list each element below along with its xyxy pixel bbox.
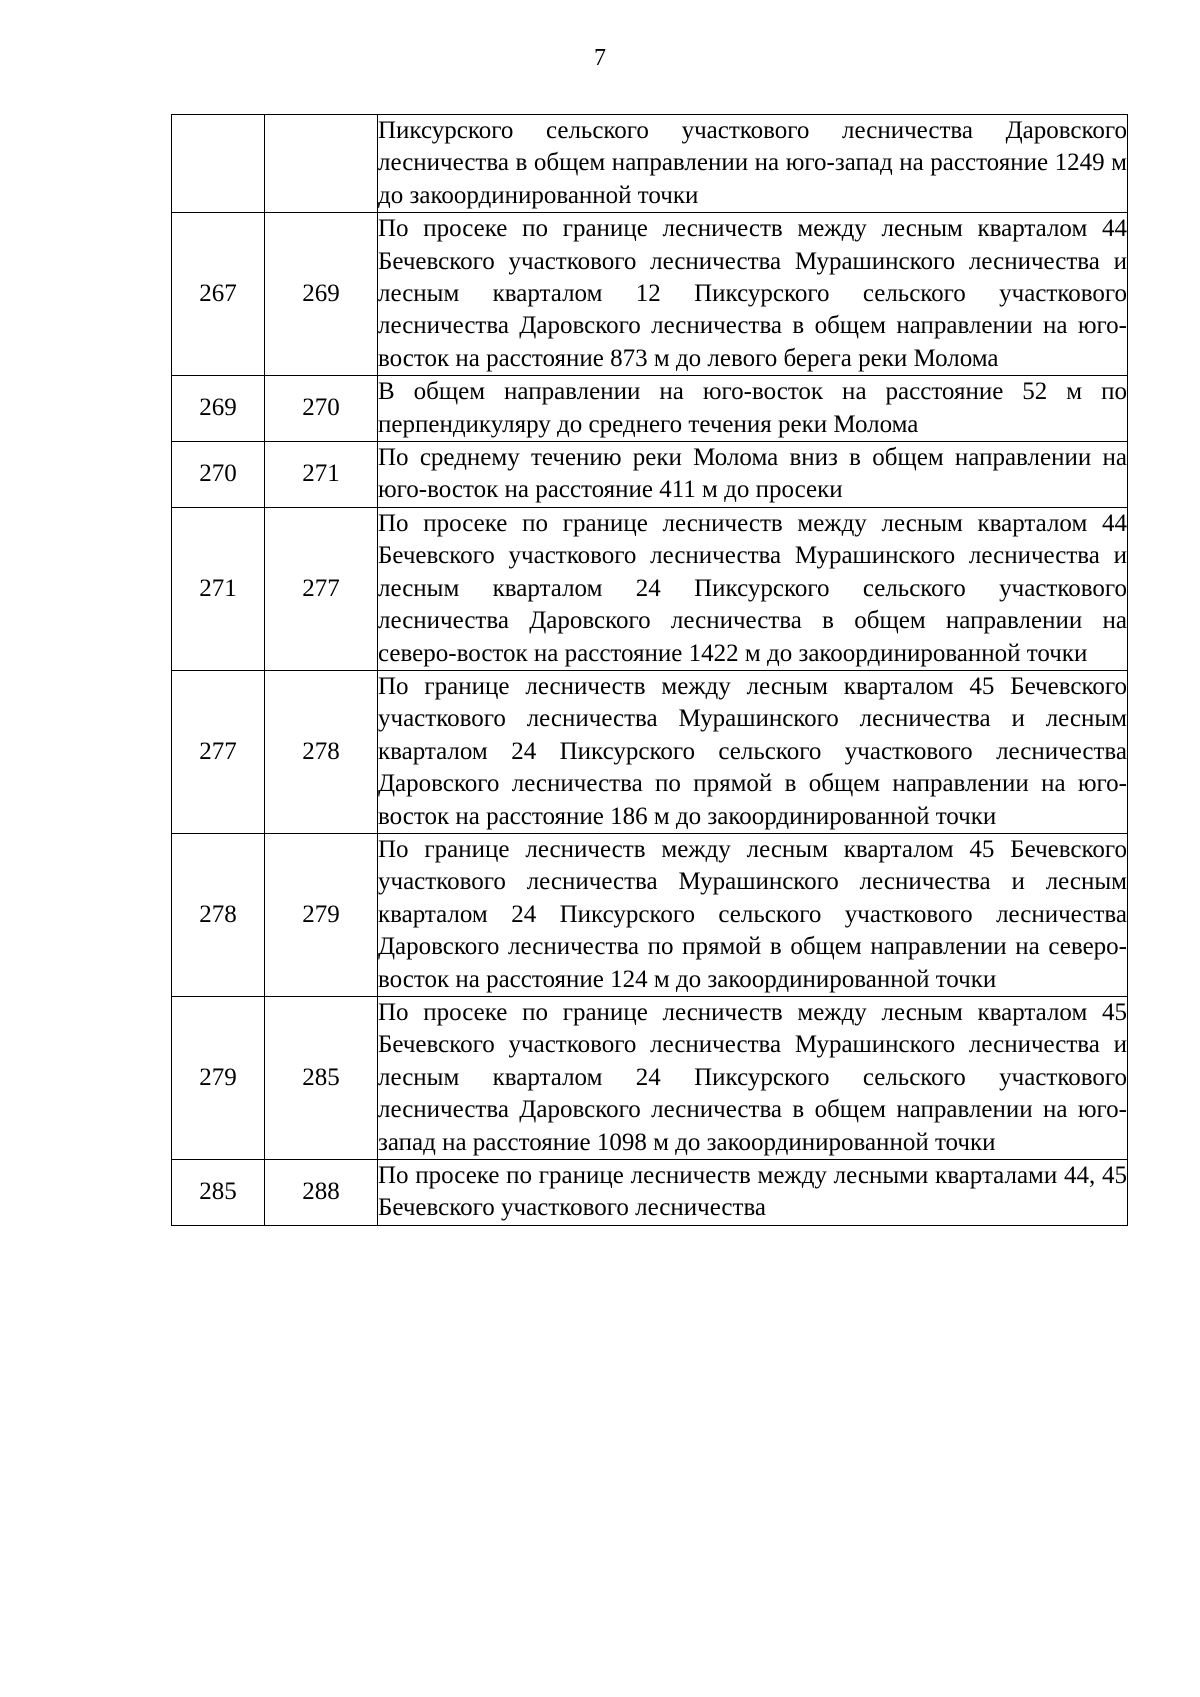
point-to: 278 [265,670,378,833]
point-from: 279 [172,996,265,1159]
table-row [172,1160,1128,1226]
boundary-description: По границе лесничеств между лесным кварталом 45 Бечевского участкового лесничества Мурашинского лесничества и лесным кварталом 24 Пиксурского сельского участкового лесничества Даровского лесничества по прямой в общем направлении на северо-восток на расстояние 124 м до закоординированной точки [378,833,1128,996]
point-to [265,115,378,213]
boundary-description: По просеке по границе лесничеств между лесным кварталом 44 Бечевского участкового лесничества Мурашинского лесничества и лесным кварталом 12 Пиксурского сельского участкового лесничества Даровского лесничества в общем направлении на юго-восток на расстояние 873 м до левого берега реки Молома [378,213,1128,376]
table-row [172,115,1128,213]
point-to: 288 [265,1160,378,1226]
point-from: 270 [172,442,265,508]
table-row [172,833,1128,996]
point-to: 270 [265,376,378,442]
boundary-description: По границе лесничеств между лесным кварталом 45 Бечевского участкового лесничества Мурашинского лесничества и лесным кварталом 24 Пиксурского сельского участкового лесничества Даровского лесничества по прямой в общем направлении на юго-восток на расстояние 186 м до закоординированной точки [378,670,1128,833]
point-to: 285 [265,996,378,1159]
point-to: 277 [265,507,378,670]
page-number: 7 [594,45,606,71]
table-row [172,507,1128,670]
table-row [172,996,1128,1159]
point-from: 271 [172,507,265,670]
point-to: 279 [265,833,378,996]
table-row [172,670,1128,833]
boundary-description: Пиксурского сельского участкового лесничества Даровского лесничества в общем направлении на юго-запад на расстояние 1249 м до закоординированной точки [378,115,1128,213]
point-from: 269 [172,376,265,442]
point-to: 269 [265,213,378,376]
point-from: 285 [172,1160,265,1226]
boundary-description: По среднему течению реки Молома вниз в общем направлении на юго-восток на расстояние 411 м до просеки [378,442,1128,508]
table-row [172,213,1128,376]
point-from: 278 [172,833,265,996]
table-row [172,442,1128,508]
boundary-table [171,114,1128,1226]
point-from [172,115,265,213]
table-row [172,376,1128,442]
point-to: 271 [265,442,378,508]
boundary-description: По просеке по границе лесничеств между лесным кварталом 45 Бечевского участкового лесничества Мурашинского лесничества и лесным кварталом 24 Пиксурского сельского участкового лесничества Даровского лесничества в общем направлении на юго-запад на расстояние 1098 м до закоординированной точки [378,996,1128,1159]
boundary-description: По просеке по границе лесничеств между лесными кварталами 44, 45 Бечевского участкового лесничества [378,1160,1128,1226]
point-from: 267 [172,213,265,376]
point-from: 277 [172,670,265,833]
boundary-description: По просеке по границе лесничеств между лесным кварталом 44 Бечевского участкового лесничества Мурашинского лесничества и лесным кварталом 24 Пиксурского сельского участкового лесничества Даровского лесничества в общем направлении на северо-восток на расстояние 1422 м до закоординированной точки [378,507,1128,670]
boundary-description: В общем направлении на юго-восток на расстояние 52 м по перпендикуляру до среднего течения реки Молома [378,376,1128,442]
